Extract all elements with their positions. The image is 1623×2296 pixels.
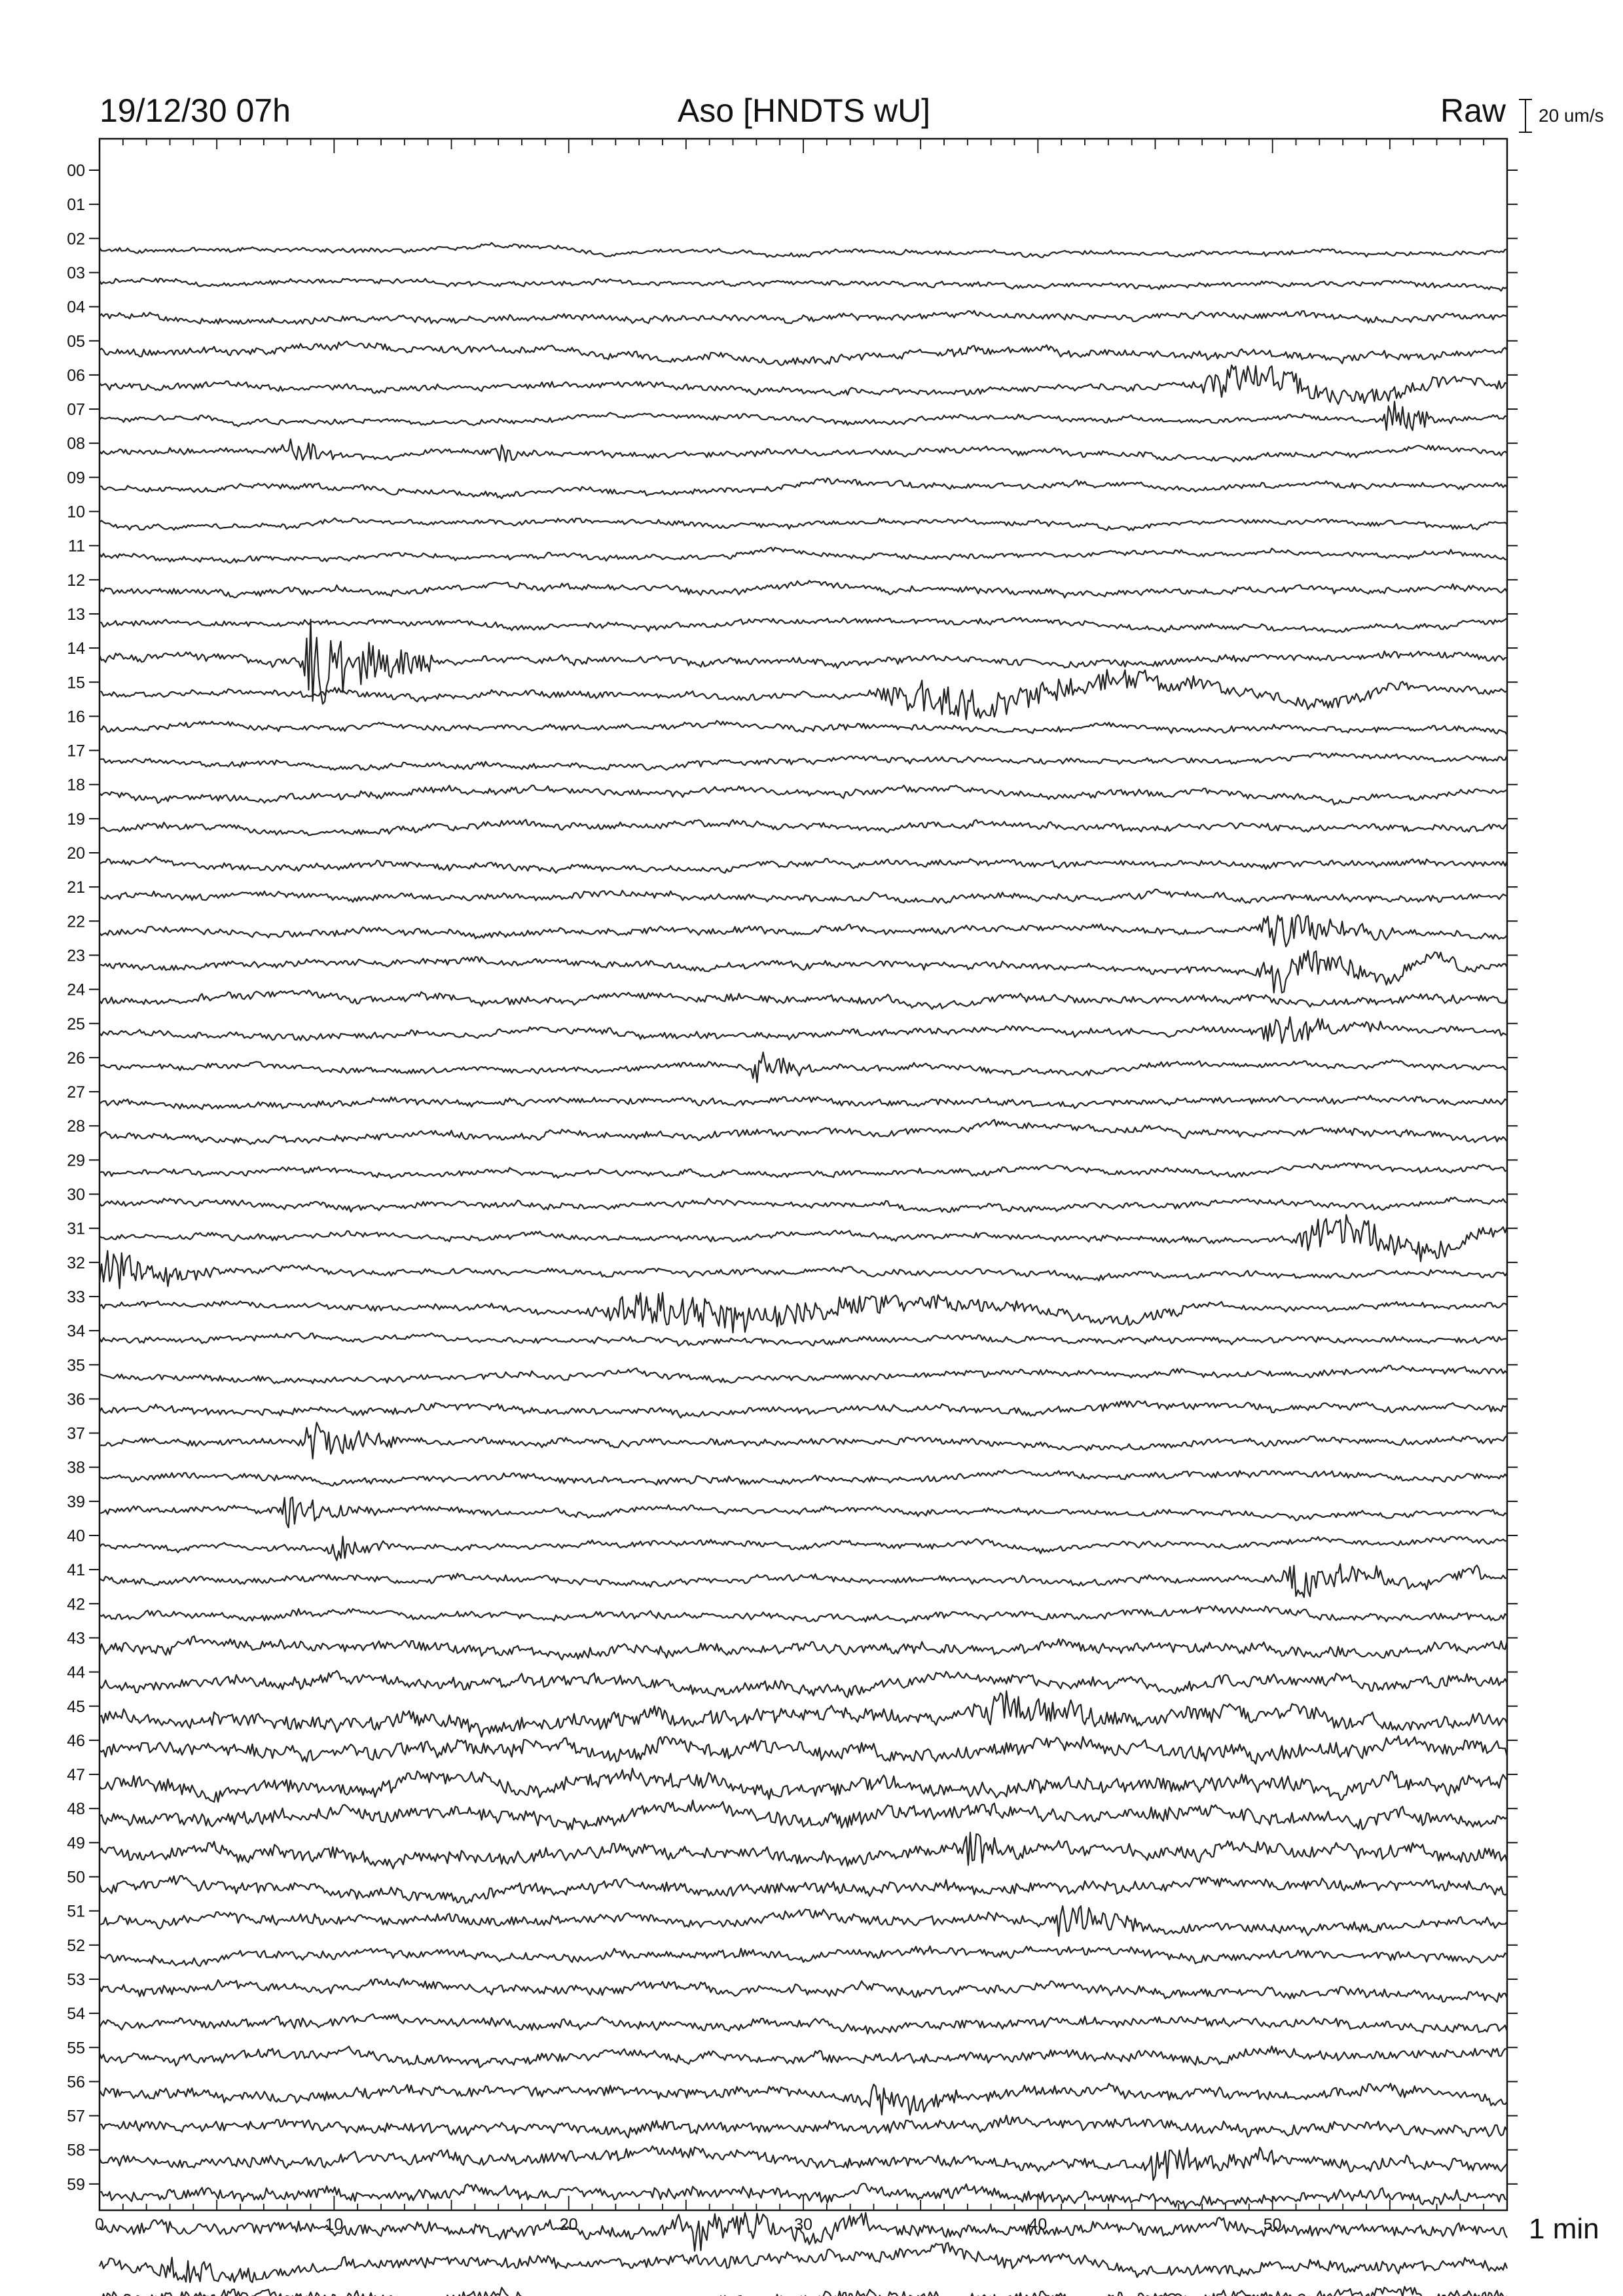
seismic-trace xyxy=(100,670,1507,719)
seismic-trace xyxy=(100,1017,1507,1043)
seismic-trace xyxy=(100,1293,1507,1333)
seismic-trace xyxy=(100,951,1507,993)
row-label: 14 xyxy=(67,639,85,658)
row-label: 47 xyxy=(67,1766,85,1785)
plot-frame xyxy=(100,139,1507,2210)
seismic-trace xyxy=(100,1876,1507,1903)
seismic-trace xyxy=(100,1401,1507,1418)
row-label: 23 xyxy=(67,946,85,965)
seismic-trace xyxy=(100,547,1507,563)
row-label: 36 xyxy=(67,1390,85,1409)
seismic-trace xyxy=(100,1691,1507,1737)
row-label: 51 xyxy=(67,1902,85,1921)
row-label: 44 xyxy=(67,1663,85,1682)
seismic-trace xyxy=(100,1251,1507,1289)
seismic-trace xyxy=(100,478,1507,499)
seismic-trace xyxy=(100,581,1507,598)
seismic-trace xyxy=(100,1197,1507,1212)
seismic-trace xyxy=(100,401,1507,430)
seismic-trace xyxy=(100,1979,1507,2002)
seismic-trace xyxy=(100,243,1507,257)
row-label: 33 xyxy=(67,1287,85,1306)
row-label: 04 xyxy=(67,298,85,317)
row-label: 56 xyxy=(67,2073,85,2092)
seismic-trace xyxy=(100,1768,1507,1802)
row-label: 37 xyxy=(67,1424,85,1443)
seismic-trace xyxy=(100,1833,1507,1869)
seismic-trace xyxy=(100,2046,1507,2068)
row-label: 53 xyxy=(67,1970,85,1989)
row-label: 18 xyxy=(67,776,85,795)
row-label: 25 xyxy=(67,1014,85,1033)
seismic-trace xyxy=(100,1333,1507,1346)
seismic-trace xyxy=(100,1736,1507,1764)
seismic-trace xyxy=(100,1636,1507,1660)
minute-label: 10 xyxy=(325,2215,344,2234)
row-label: 03 xyxy=(67,264,85,283)
row-label: 26 xyxy=(67,1049,85,1067)
seismic-trace xyxy=(100,1801,1507,1830)
seismic-trace xyxy=(100,1564,1507,1598)
row-label: 22 xyxy=(67,912,85,931)
row-label: 07 xyxy=(67,401,85,420)
row-label: 39 xyxy=(67,1492,85,1511)
row-label: 35 xyxy=(67,1356,85,1375)
seismic-trace xyxy=(100,439,1507,461)
seismic-trace xyxy=(100,311,1507,325)
row-label: 27 xyxy=(67,1083,85,1102)
row-label: 20 xyxy=(67,844,85,863)
seismic-trace xyxy=(100,1606,1507,1623)
row-label: 11 xyxy=(68,537,85,556)
seismic-traces xyxy=(100,243,1507,2296)
row-label: 06 xyxy=(67,366,85,385)
seismic-trace xyxy=(100,1498,1507,1528)
seismic-trace xyxy=(100,2243,1507,2283)
seismic-trace xyxy=(100,721,1507,735)
row-label: 43 xyxy=(67,1629,85,1648)
row-label: 41 xyxy=(67,1561,85,1580)
row-label: 52 xyxy=(67,1936,85,1955)
seismic-trace xyxy=(100,1946,1507,1967)
amplitude-scale-bar xyxy=(1519,99,1532,132)
seismic-trace xyxy=(100,1906,1507,1936)
seismic-trace xyxy=(100,1215,1507,1261)
row-label: 01 xyxy=(67,196,85,215)
seismic-trace xyxy=(100,753,1507,770)
seismic-trace xyxy=(100,365,1507,404)
seismic-trace xyxy=(100,1096,1507,1109)
seismic-trace xyxy=(100,1052,1507,1083)
time-unit-label: 1 min xyxy=(1529,2213,1599,2245)
row-label: 24 xyxy=(67,980,85,999)
row-label: 45 xyxy=(67,1697,85,1716)
row-label: 54 xyxy=(67,2005,85,2024)
seismic-trace xyxy=(100,1163,1507,1178)
row-label: 16 xyxy=(67,708,85,726)
row-label: 02 xyxy=(67,230,85,249)
row-label: 05 xyxy=(67,332,85,351)
header-mode: Raw xyxy=(1440,92,1506,129)
row-label: 13 xyxy=(67,605,85,624)
seismic-trace xyxy=(100,2083,1507,2115)
row-label: 21 xyxy=(67,878,85,897)
seismic-trace xyxy=(100,915,1507,947)
seismic-trace xyxy=(100,1671,1507,1698)
seismic-trace xyxy=(100,1365,1507,1384)
row-label: 19 xyxy=(67,810,85,829)
minute-label: 30 xyxy=(794,2215,812,2234)
row-label: 55 xyxy=(67,2039,85,2058)
header-station-title: Aso [HNDTS wU] xyxy=(677,92,931,129)
row-label: 17 xyxy=(67,742,85,761)
row-label: 31 xyxy=(67,1219,85,1238)
row-label: 57 xyxy=(67,2107,85,2126)
minute-label: 20 xyxy=(559,2215,578,2234)
seismic-trace xyxy=(100,990,1507,1009)
seismic-trace xyxy=(100,889,1507,903)
seismic-trace xyxy=(100,278,1507,291)
row-label: 08 xyxy=(67,435,85,454)
row-label: 34 xyxy=(67,1322,85,1341)
row-label: 10 xyxy=(67,503,85,522)
seismic-trace xyxy=(100,819,1507,835)
row-label: 42 xyxy=(67,1595,85,1614)
row-label: 48 xyxy=(67,1800,85,1819)
header-datetime: 19/12/30 07h xyxy=(100,92,291,129)
row-label: 12 xyxy=(67,571,85,590)
minute-label: 50 xyxy=(1263,2215,1282,2234)
seismic-trace xyxy=(100,518,1507,531)
seismic-trace xyxy=(100,1422,1507,1458)
seismic-trace xyxy=(100,1537,1507,1561)
row-label: 59 xyxy=(67,2175,85,2194)
hour-row-labels xyxy=(67,162,85,2194)
seismic-trace xyxy=(100,2115,1507,2138)
row-label: 15 xyxy=(67,673,85,692)
seismic-trace xyxy=(100,2146,1507,2180)
axis-ticks xyxy=(89,139,1518,2210)
row-label: 29 xyxy=(67,1151,85,1170)
seismic-trace xyxy=(100,1470,1507,1486)
row-label: 49 xyxy=(67,1834,85,1853)
seismic-trace xyxy=(100,342,1507,366)
row-label: 09 xyxy=(67,469,85,488)
row-label: 38 xyxy=(67,1458,85,1477)
seismic-trace xyxy=(100,857,1507,873)
row-label: 58 xyxy=(67,2141,85,2160)
row-label: 32 xyxy=(67,1253,85,1272)
seismic-trace xyxy=(100,2014,1507,2034)
row-label: 28 xyxy=(67,1117,85,1136)
seismic-trace xyxy=(100,785,1507,805)
seismic-trace xyxy=(100,2287,1507,2296)
row-label: 40 xyxy=(67,1527,85,1545)
minute-label: 0 xyxy=(95,2215,104,2234)
minute-label: 40 xyxy=(1029,2215,1048,2234)
row-label: 30 xyxy=(67,1185,85,1204)
seismic-trace xyxy=(100,1120,1507,1145)
amplitude-scale-label: 20 um/s xyxy=(1539,105,1604,126)
row-label: 00 xyxy=(67,162,85,180)
row-label: 46 xyxy=(67,1731,85,1750)
row-label: 50 xyxy=(67,1868,85,1887)
